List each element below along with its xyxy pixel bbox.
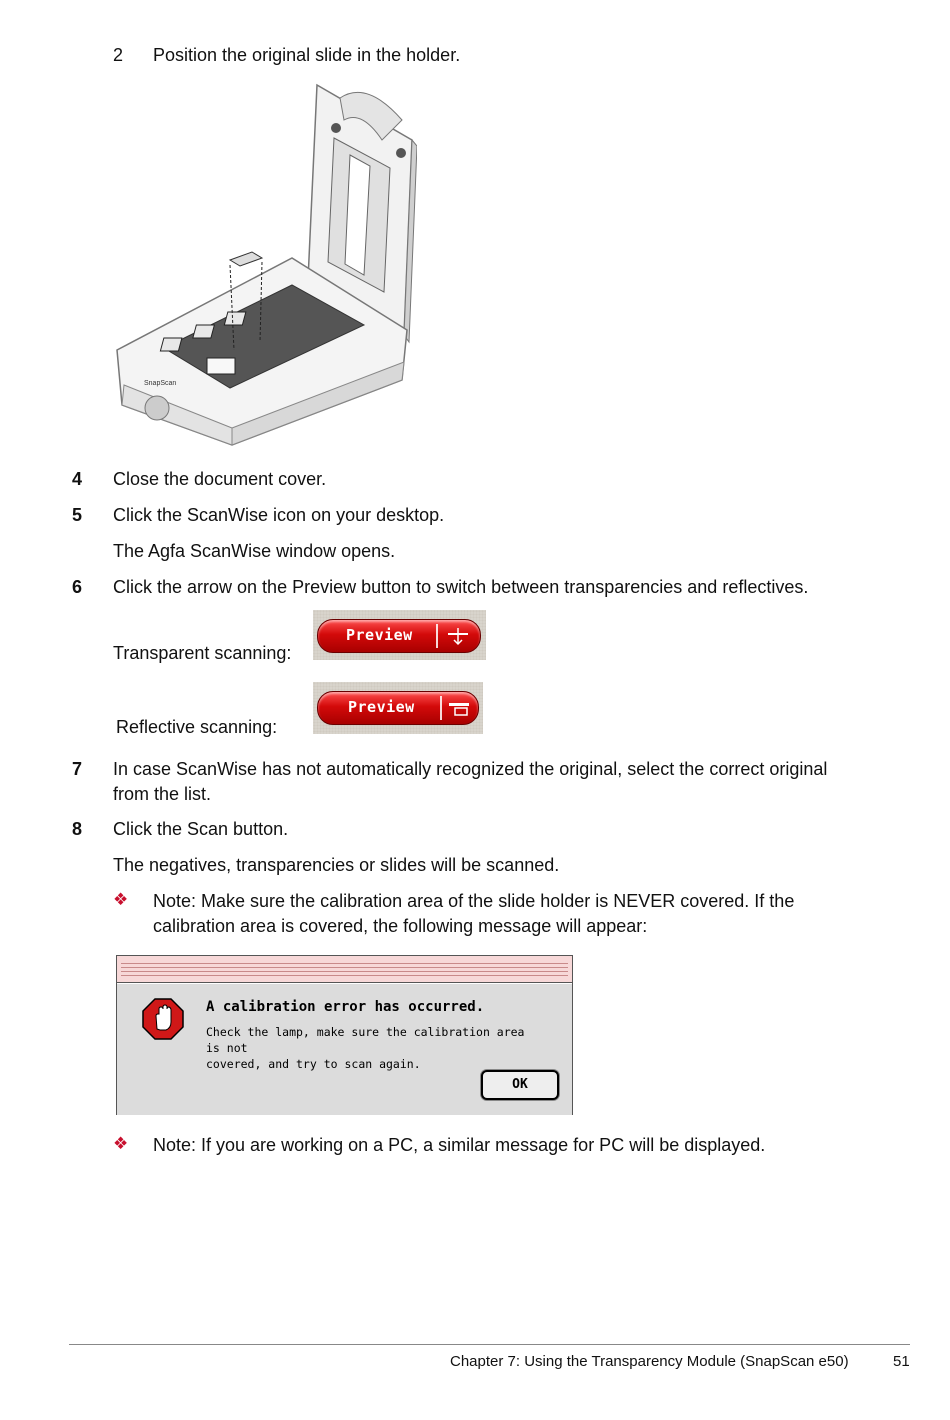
reflective-mode-icon[interactable]	[446, 696, 472, 720]
step-2-number: 2	[113, 45, 124, 65]
preview-button-transparent-image	[313, 610, 486, 660]
dialog-heading: A calibration error has occurred.	[206, 999, 485, 1015]
note-2-bullet-icon: ❖	[113, 1134, 129, 1153]
dialog-body	[117, 983, 572, 1115]
scanner-brand-label: SnapScan	[144, 380, 177, 387]
dialog-title-bar[interactable]	[117, 956, 572, 983]
preview-button-reflective[interactable]	[317, 691, 479, 725]
preview-button-transparent[interactable]	[317, 619, 481, 653]
step-8-number: 8	[72, 819, 83, 839]
step-8-text: Click the Scan button.	[113, 819, 289, 839]
dialog-message	[206, 1024, 536, 1072]
transparent-scanning-label: Transparent scanning:	[113, 643, 292, 663]
step-5-number: 5	[72, 505, 83, 525]
note-1-line2: calibration area is covered, the following message will appear:	[153, 916, 648, 936]
step-4-text: Close the document cover.	[113, 469, 327, 489]
calibration-error-dialog	[116, 955, 573, 1115]
footer-page-number: 51	[893, 1353, 910, 1370]
step-8-result: The negatives, transparencies or slides will be scanned.	[113, 855, 560, 875]
preview-button-transparent-label: Preview	[346, 626, 413, 644]
step-4-number: 4	[72, 469, 83, 489]
step-7-number: 7	[72, 759, 83, 779]
step-5-text: Click the ScanWise icon on your desktop.	[113, 505, 445, 525]
footer-divider	[69, 1344, 910, 1345]
step-7-line2: from the list.	[113, 784, 212, 804]
transparency-mode-icon[interactable]	[444, 624, 472, 648]
step-6-text: Click the arrow on the Preview button to switch between transparencies and reflectives.	[113, 577, 809, 597]
step-7-line1: In case ScanWise has not automatically recognized the original, select the correct original	[113, 759, 828, 779]
step-5-result: The Agfa ScanWise window opens.	[113, 541, 396, 561]
preview-button-reflective-label: Preview	[348, 698, 415, 716]
reflective-scanning-label: Reflective scanning:	[116, 717, 278, 737]
dialog-message-line2: covered, and try to scan again.	[206, 1057, 421, 1071]
ok-button[interactable]: OK	[481, 1070, 559, 1100]
step-2-text: Position the original slide in the holder.	[153, 45, 461, 65]
note-1-line1: Note: Make sure the calibration area of the slide holder is NEVER covered. If the	[153, 891, 795, 911]
note-1-bullet-icon: ❖	[113, 890, 129, 909]
dialog-message-line1: Check the lamp, make sure the calibration area is not	[206, 1025, 525, 1055]
step-6-number: 6	[72, 577, 83, 597]
scanner-illustration	[112, 80, 417, 450]
note-2-text: Note: If you are working on a PC, a similar message for PC will be displayed.	[153, 1135, 766, 1155]
preview-button-reflective-image	[313, 682, 483, 734]
footer-chapter: Chapter 7: Using the Transparency Module (SnapScan e50)	[450, 1353, 849, 1370]
stop-hand-icon	[142, 998, 184, 1040]
